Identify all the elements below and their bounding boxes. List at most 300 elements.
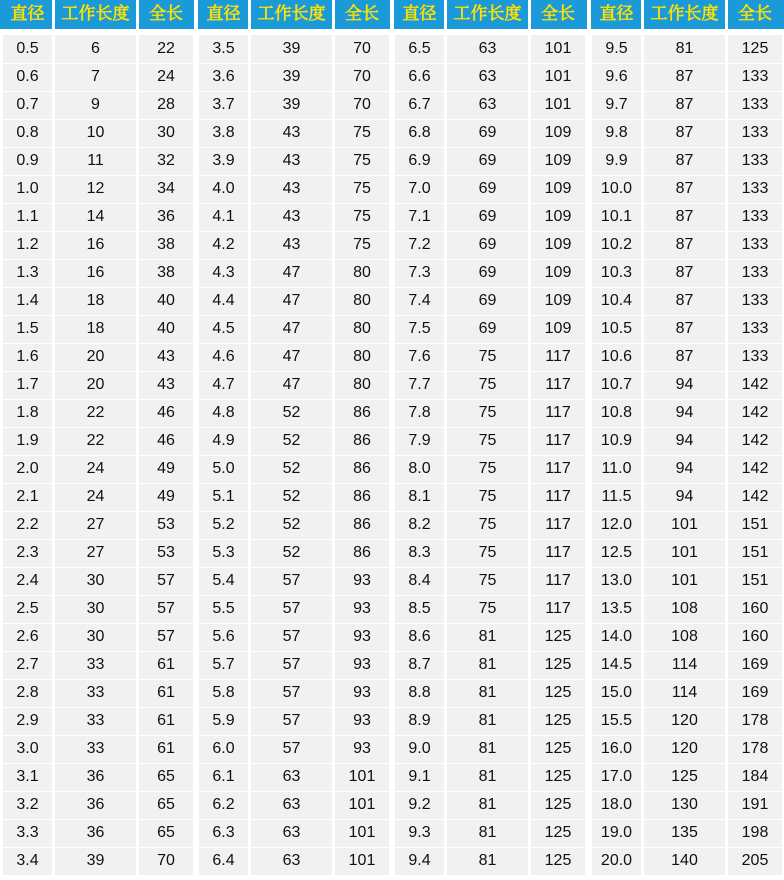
cell-working-length: 75 bbox=[478, 432, 497, 449]
cell-working-length: 101 bbox=[671, 572, 698, 589]
cell-total-length: 133 bbox=[741, 348, 769, 365]
cell-working-length: 63 bbox=[478, 68, 497, 85]
cell-diameter: 3.6 bbox=[212, 68, 235, 85]
cell-diameter: 12.0 bbox=[600, 516, 633, 533]
cell-diameter: 3.4 bbox=[16, 852, 39, 869]
cell-working-length: 75 bbox=[478, 516, 497, 533]
cell-working-length: 94 bbox=[675, 460, 694, 477]
cell-total-length: 109 bbox=[544, 180, 572, 197]
cell-diameter: 4.0 bbox=[212, 180, 235, 197]
cell-working-length: 43 bbox=[282, 180, 301, 197]
cell-total-length: 75 bbox=[353, 236, 371, 253]
cell-total-length: 142 bbox=[741, 432, 769, 449]
cell-diameter: 8.4 bbox=[408, 572, 431, 589]
cell-total-length: 80 bbox=[353, 264, 371, 281]
cell-total-length: 101 bbox=[544, 96, 572, 113]
cell-total-length: 133 bbox=[741, 236, 769, 253]
cell-working-length: 135 bbox=[671, 824, 698, 841]
cell-total-length: 169 bbox=[741, 684, 769, 701]
cell-total-length: 93 bbox=[353, 628, 371, 645]
cell-total-length: 101 bbox=[544, 68, 572, 85]
cell-diameter: 4.7 bbox=[212, 376, 235, 393]
cell-total-length: 75 bbox=[353, 208, 371, 225]
cell-diameter: 6.1 bbox=[212, 768, 235, 785]
cell-total-length: 80 bbox=[353, 348, 371, 365]
cell-total-length: 133 bbox=[741, 320, 769, 337]
cell-diameter: 1.7 bbox=[16, 376, 39, 393]
cell-total-length: 38 bbox=[157, 236, 175, 253]
cell-total-length: 117 bbox=[545, 376, 571, 393]
cell-working-length: 47 bbox=[282, 348, 301, 365]
cell-diameter: 2.3 bbox=[16, 544, 39, 561]
cell-total-length: 151 bbox=[741, 544, 769, 561]
cell-working-length: 11 bbox=[87, 152, 104, 169]
cell-working-length: 20 bbox=[86, 348, 105, 365]
cell-working-length: 75 bbox=[478, 348, 497, 365]
cell-total-length: 57 bbox=[157, 600, 175, 617]
header-divider bbox=[444, 0, 447, 29]
cell-total-length: 75 bbox=[353, 180, 371, 197]
cell-diameter: 18.0 bbox=[600, 796, 633, 813]
cell-diameter: 9.8 bbox=[605, 124, 628, 141]
cell-diameter: 10.8 bbox=[600, 404, 633, 421]
cell-total-length: 133 bbox=[741, 96, 769, 113]
cell-diameter: 6.0 bbox=[212, 740, 235, 757]
cell-working-length: 57 bbox=[282, 572, 301, 589]
cell-total-length: 142 bbox=[741, 488, 769, 505]
cell-total-length: 53 bbox=[157, 516, 175, 533]
cell-total-length: 46 bbox=[157, 432, 175, 449]
cell-diameter: 1.3 bbox=[16, 264, 39, 281]
cell-diameter: 1.2 bbox=[16, 236, 39, 253]
cell-diameter: 8.0 bbox=[408, 460, 431, 477]
header-divider bbox=[332, 0, 335, 29]
cell-diameter: 5.6 bbox=[212, 628, 235, 645]
cell-working-length: 57 bbox=[282, 684, 301, 701]
cell-total-length: 125 bbox=[544, 712, 572, 729]
cell-total-length: 117 bbox=[545, 488, 571, 505]
cell-working-length: 16 bbox=[86, 236, 105, 253]
cell-working-length: 87 bbox=[675, 208, 694, 225]
cell-working-length: 87 bbox=[675, 236, 694, 253]
cell-total-length: 151 bbox=[741, 572, 769, 589]
cell-diameter: 0.5 bbox=[16, 40, 39, 57]
cell-total-length: 57 bbox=[157, 628, 175, 645]
cell-diameter: 6.2 bbox=[212, 796, 235, 813]
cell-total-length: 133 bbox=[741, 152, 769, 169]
cell-working-length: 87 bbox=[675, 264, 694, 281]
cell-working-length: 120 bbox=[671, 740, 698, 757]
cell-total-length: 142 bbox=[741, 460, 769, 477]
cell-working-length: 57 bbox=[282, 712, 301, 729]
cell-total-length: 61 bbox=[157, 740, 175, 757]
cell-diameter: 9.7 bbox=[605, 96, 628, 113]
cell-working-length: 18 bbox=[86, 292, 105, 309]
cell-working-length: 69 bbox=[478, 264, 497, 281]
cell-diameter: 10.7 bbox=[600, 376, 633, 393]
cell-total-length: 133 bbox=[741, 180, 769, 197]
cell-total-length: 49 bbox=[157, 488, 175, 505]
cell-working-length: 87 bbox=[675, 320, 694, 337]
header-working-length: 工作长度 bbox=[453, 4, 522, 24]
cell-diameter: 4.4 bbox=[212, 292, 235, 309]
cell-working-length: 30 bbox=[86, 600, 105, 617]
cell-total-length: 142 bbox=[741, 376, 769, 393]
cell-diameter: 5.5 bbox=[212, 600, 235, 617]
cell-diameter: 2.2 bbox=[16, 516, 39, 533]
cell-total-length: 38 bbox=[157, 264, 175, 281]
cell-working-length: 24 bbox=[86, 460, 105, 477]
cell-working-length: 33 bbox=[86, 684, 105, 701]
cell-total-length: 93 bbox=[353, 684, 371, 701]
cell-diameter: 9.3 bbox=[408, 824, 431, 841]
cell-diameter: 19.0 bbox=[600, 824, 633, 841]
cell-total-length: 151 bbox=[741, 516, 769, 533]
cell-diameter: 5.3 bbox=[212, 544, 235, 561]
cell-diameter: 10.2 bbox=[600, 236, 633, 253]
cell-working-length: 39 bbox=[282, 96, 301, 113]
cell-total-length: 125 bbox=[544, 628, 572, 645]
cell-total-length: 117 bbox=[545, 544, 571, 561]
cell-total-length: 117 bbox=[545, 348, 571, 365]
cell-diameter: 1.9 bbox=[16, 432, 39, 449]
cell-diameter: 3.5 bbox=[212, 40, 235, 57]
cell-total-length: 101 bbox=[544, 40, 572, 57]
cell-total-length: 125 bbox=[544, 768, 572, 785]
cell-total-length: 65 bbox=[157, 824, 175, 841]
cell-total-length: 205 bbox=[741, 852, 769, 869]
cell-working-length: 33 bbox=[86, 656, 105, 673]
cell-working-length: 43 bbox=[282, 124, 301, 141]
cell-diameter: 9.0 bbox=[408, 740, 431, 757]
cell-working-length: 39 bbox=[282, 68, 301, 85]
cell-working-length: 87 bbox=[675, 152, 694, 169]
cell-diameter: 13.0 bbox=[600, 572, 633, 589]
cell-total-length: 191 bbox=[741, 796, 769, 813]
cell-total-length: 133 bbox=[741, 124, 769, 141]
cell-total-length: 101 bbox=[348, 824, 376, 841]
cell-total-length: 61 bbox=[157, 684, 175, 701]
cell-total-length: 53 bbox=[157, 544, 175, 561]
cell-total-length: 142 bbox=[741, 404, 769, 421]
cell-total-length: 160 bbox=[741, 628, 769, 645]
cell-working-length: 81 bbox=[478, 628, 497, 645]
cell-diameter: 0.6 bbox=[16, 68, 39, 85]
cell-working-length: 52 bbox=[282, 432, 301, 449]
header-working-length: 工作长度 bbox=[257, 4, 326, 24]
cell-diameter: 11.5 bbox=[601, 488, 632, 505]
cell-total-length: 160 bbox=[741, 600, 769, 617]
cell-working-length: 108 bbox=[671, 628, 698, 645]
cell-diameter: 8.6 bbox=[408, 628, 431, 645]
cell-working-length: 81 bbox=[478, 768, 497, 785]
cell-diameter: 7.1 bbox=[408, 208, 431, 225]
cell-working-length: 81 bbox=[675, 40, 694, 57]
cell-working-length: 101 bbox=[671, 544, 698, 561]
cell-diameter: 17.0 bbox=[600, 768, 633, 785]
header-divider bbox=[390, 0, 394, 29]
cell-diameter: 8.5 bbox=[408, 600, 431, 617]
cell-diameter: 5.7 bbox=[212, 656, 235, 673]
cell-working-length: 94 bbox=[675, 404, 694, 421]
cell-total-length: 93 bbox=[353, 712, 371, 729]
cell-diameter: 6.7 bbox=[408, 96, 431, 113]
header-working-length: 工作长度 bbox=[61, 4, 130, 24]
cell-diameter: 10.0 bbox=[600, 180, 633, 197]
cell-total-length: 43 bbox=[157, 376, 175, 393]
cell-working-length: 39 bbox=[282, 40, 301, 57]
cell-diameter: 4.8 bbox=[212, 404, 235, 421]
cell-diameter: 0.7 bbox=[16, 96, 39, 113]
cell-diameter: 9.2 bbox=[408, 796, 431, 813]
cell-diameter: 6.3 bbox=[212, 824, 235, 841]
cell-working-length: 69 bbox=[478, 152, 497, 169]
cell-working-length: 81 bbox=[478, 740, 497, 757]
cell-total-length: 198 bbox=[741, 824, 769, 841]
cell-diameter: 11.0 bbox=[601, 460, 632, 477]
cell-working-length: 75 bbox=[478, 376, 497, 393]
header-divider bbox=[136, 0, 139, 29]
cell-working-length: 63 bbox=[282, 852, 301, 869]
cell-diameter: 10.9 bbox=[600, 432, 633, 449]
cell-total-length: 178 bbox=[741, 740, 769, 757]
cell-working-length: 81 bbox=[478, 852, 497, 869]
cell-working-length: 36 bbox=[86, 796, 105, 813]
cell-working-length: 52 bbox=[282, 516, 301, 533]
cell-diameter: 15.5 bbox=[600, 712, 633, 729]
cell-working-length: 120 bbox=[671, 712, 698, 729]
cell-diameter: 10.1 bbox=[600, 208, 633, 225]
header-total-length: 全长 bbox=[541, 4, 575, 24]
cell-working-length: 108 bbox=[671, 600, 698, 617]
cell-total-length: 125 bbox=[544, 796, 572, 813]
cell-total-length: 125 bbox=[544, 852, 572, 869]
cell-diameter: 5.4 bbox=[212, 572, 235, 589]
cell-total-length: 178 bbox=[741, 712, 769, 729]
cell-working-length: 57 bbox=[282, 600, 301, 617]
cell-total-length: 117 bbox=[545, 432, 571, 449]
cell-total-length: 117 bbox=[545, 572, 571, 589]
cell-working-length: 36 bbox=[86, 824, 105, 841]
cell-diameter: 14.0 bbox=[600, 628, 633, 645]
cell-total-length: 80 bbox=[353, 292, 371, 309]
cell-working-length: 87 bbox=[675, 348, 694, 365]
cell-diameter: 0.8 bbox=[16, 124, 39, 141]
cell-working-length: 30 bbox=[86, 628, 105, 645]
cell-total-length: 125 bbox=[741, 40, 769, 57]
cell-total-length: 109 bbox=[544, 292, 572, 309]
cell-diameter: 0.9 bbox=[16, 152, 39, 169]
cell-working-length: 33 bbox=[86, 712, 105, 729]
cell-total-length: 125 bbox=[544, 740, 572, 757]
cell-working-length: 7 bbox=[91, 68, 100, 85]
cell-total-length: 117 bbox=[545, 600, 571, 617]
cell-working-length: 20 bbox=[86, 376, 105, 393]
cell-working-length: 69 bbox=[478, 236, 497, 253]
cell-total-length: 169 bbox=[741, 656, 769, 673]
cell-working-length: 69 bbox=[478, 208, 497, 225]
cell-total-length: 133 bbox=[741, 208, 769, 225]
cell-working-length: 47 bbox=[282, 376, 301, 393]
cell-working-length: 63 bbox=[282, 796, 301, 813]
cell-total-length: 61 bbox=[157, 656, 175, 673]
cell-total-length: 80 bbox=[353, 320, 371, 337]
cell-working-length: 24 bbox=[86, 488, 105, 505]
cell-diameter: 10.4 bbox=[600, 292, 633, 309]
cell-diameter: 5.0 bbox=[212, 460, 235, 477]
cell-working-length: 33 bbox=[86, 740, 105, 757]
cell-working-length: 75 bbox=[478, 404, 497, 421]
cell-working-length: 87 bbox=[675, 68, 694, 85]
cell-total-length: 28 bbox=[157, 96, 175, 113]
cell-diameter: 15.0 bbox=[600, 684, 633, 701]
cell-total-length: 184 bbox=[741, 768, 769, 785]
cell-working-length: 27 bbox=[86, 544, 105, 561]
cell-working-length: 22 bbox=[86, 404, 105, 421]
cell-total-length: 49 bbox=[157, 460, 175, 477]
cell-working-length: 14 bbox=[86, 208, 105, 225]
cell-diameter: 7.5 bbox=[408, 320, 431, 337]
cell-total-length: 86 bbox=[353, 404, 371, 421]
cell-diameter: 13.5 bbox=[600, 600, 633, 617]
cell-total-length: 109 bbox=[544, 264, 572, 281]
cell-total-length: 22 bbox=[157, 40, 175, 57]
cell-diameter: 3.1 bbox=[16, 768, 39, 785]
cell-diameter: 3.0 bbox=[16, 740, 39, 757]
cell-working-length: 43 bbox=[282, 236, 301, 253]
cell-diameter: 7.6 bbox=[408, 348, 431, 365]
cell-working-length: 57 bbox=[282, 656, 301, 673]
cell-diameter: 2.6 bbox=[16, 628, 39, 645]
cell-diameter: 1.5 bbox=[16, 320, 39, 337]
cell-working-length: 140 bbox=[671, 852, 698, 869]
cell-diameter: 2.4 bbox=[16, 572, 39, 589]
cell-diameter: 6.6 bbox=[408, 68, 431, 85]
cell-total-length: 36 bbox=[157, 208, 175, 225]
cell-total-length: 101 bbox=[348, 796, 376, 813]
cell-working-length: 9 bbox=[91, 96, 100, 113]
cell-working-length: 69 bbox=[478, 320, 497, 337]
cell-total-length: 125 bbox=[544, 824, 572, 841]
cell-total-length: 70 bbox=[157, 852, 175, 869]
header-divider bbox=[587, 0, 591, 29]
cell-working-length: 63 bbox=[282, 768, 301, 785]
cell-total-length: 40 bbox=[157, 320, 175, 337]
cell-total-length: 109 bbox=[544, 236, 572, 253]
cell-total-length: 93 bbox=[353, 656, 371, 673]
cell-total-length: 61 bbox=[157, 712, 175, 729]
cell-working-length: 22 bbox=[86, 432, 105, 449]
cell-working-length: 6 bbox=[91, 40, 100, 57]
cell-working-length: 125 bbox=[671, 768, 698, 785]
cell-diameter: 10.5 bbox=[600, 320, 633, 337]
cell-total-length: 43 bbox=[157, 348, 175, 365]
header-divider bbox=[248, 0, 251, 29]
cell-working-length: 52 bbox=[282, 488, 301, 505]
cell-total-length: 101 bbox=[348, 768, 376, 785]
cell-total-length: 86 bbox=[353, 460, 371, 477]
cell-diameter: 4.3 bbox=[212, 264, 235, 281]
cell-total-length: 32 bbox=[157, 152, 175, 169]
cell-working-length: 39 bbox=[86, 852, 105, 869]
cell-total-length: 93 bbox=[353, 572, 371, 589]
cell-diameter: 3.8 bbox=[212, 124, 235, 141]
cell-working-length: 57 bbox=[282, 628, 301, 645]
cell-diameter: 7.3 bbox=[408, 264, 431, 281]
cell-total-length: 125 bbox=[544, 656, 572, 673]
cell-diameter: 5.1 bbox=[212, 488, 235, 505]
cell-diameter: 9.6 bbox=[605, 68, 628, 85]
cell-total-length: 117 bbox=[545, 460, 571, 477]
cell-working-length: 81 bbox=[478, 712, 497, 729]
cell-working-length: 36 bbox=[86, 768, 105, 785]
cell-working-length: 87 bbox=[675, 292, 694, 309]
cell-working-length: 47 bbox=[282, 264, 301, 281]
cell-working-length: 81 bbox=[478, 656, 497, 673]
cell-diameter: 9.4 bbox=[408, 852, 431, 869]
cell-diameter: 5.8 bbox=[212, 684, 235, 701]
cell-total-length: 70 bbox=[353, 40, 371, 57]
cell-diameter: 7.4 bbox=[408, 292, 431, 309]
cell-total-length: 109 bbox=[544, 320, 572, 337]
cell-total-length: 117 bbox=[545, 404, 571, 421]
cell-total-length: 86 bbox=[353, 516, 371, 533]
cell-diameter: 2.7 bbox=[16, 656, 39, 673]
cell-working-length: 87 bbox=[675, 124, 694, 141]
cell-working-length: 57 bbox=[282, 740, 301, 757]
cell-total-length: 80 bbox=[353, 376, 371, 393]
cell-diameter: 8.8 bbox=[408, 684, 431, 701]
cell-working-length: 47 bbox=[282, 320, 301, 337]
cell-diameter: 8.9 bbox=[408, 712, 431, 729]
header-total-length: 全长 bbox=[345, 4, 379, 24]
cell-diameter: 20.0 bbox=[600, 852, 633, 869]
header-diameter: 直径 bbox=[10, 4, 45, 24]
cell-total-length: 24 bbox=[157, 68, 175, 85]
cell-diameter: 7.9 bbox=[408, 432, 431, 449]
cell-diameter: 4.9 bbox=[212, 432, 235, 449]
cell-working-length: 10 bbox=[86, 124, 105, 141]
cell-total-length: 133 bbox=[741, 292, 769, 309]
cell-diameter: 2.8 bbox=[16, 684, 39, 701]
header-divider bbox=[52, 0, 55, 29]
cell-working-length: 16 bbox=[86, 264, 105, 281]
cell-total-length: 70 bbox=[353, 68, 371, 85]
cell-diameter: 1.4 bbox=[16, 292, 39, 309]
cell-diameter: 2.0 bbox=[16, 460, 39, 477]
cell-total-length: 46 bbox=[157, 404, 175, 421]
cell-working-length: 75 bbox=[478, 600, 497, 617]
cell-diameter: 4.2 bbox=[212, 236, 235, 253]
cell-total-length: 133 bbox=[741, 68, 769, 85]
cell-working-length: 114 bbox=[671, 684, 698, 701]
cell-total-length: 125 bbox=[544, 684, 572, 701]
cell-diameter: 1.8 bbox=[16, 404, 39, 421]
cell-working-length: 81 bbox=[478, 824, 497, 841]
header-divider bbox=[528, 0, 531, 29]
cell-working-length: 63 bbox=[478, 40, 497, 57]
cell-diameter: 2.9 bbox=[16, 712, 39, 729]
header-diameter: 直径 bbox=[206, 4, 241, 24]
cell-total-length: 133 bbox=[741, 264, 769, 281]
cell-diameter: 3.2 bbox=[16, 796, 39, 813]
cell-total-length: 70 bbox=[353, 96, 371, 113]
cell-working-length: 43 bbox=[282, 152, 301, 169]
cell-working-length: 69 bbox=[478, 180, 497, 197]
cell-diameter: 1.0 bbox=[16, 180, 39, 197]
cell-working-length: 52 bbox=[282, 404, 301, 421]
cell-diameter: 10.6 bbox=[600, 348, 633, 365]
